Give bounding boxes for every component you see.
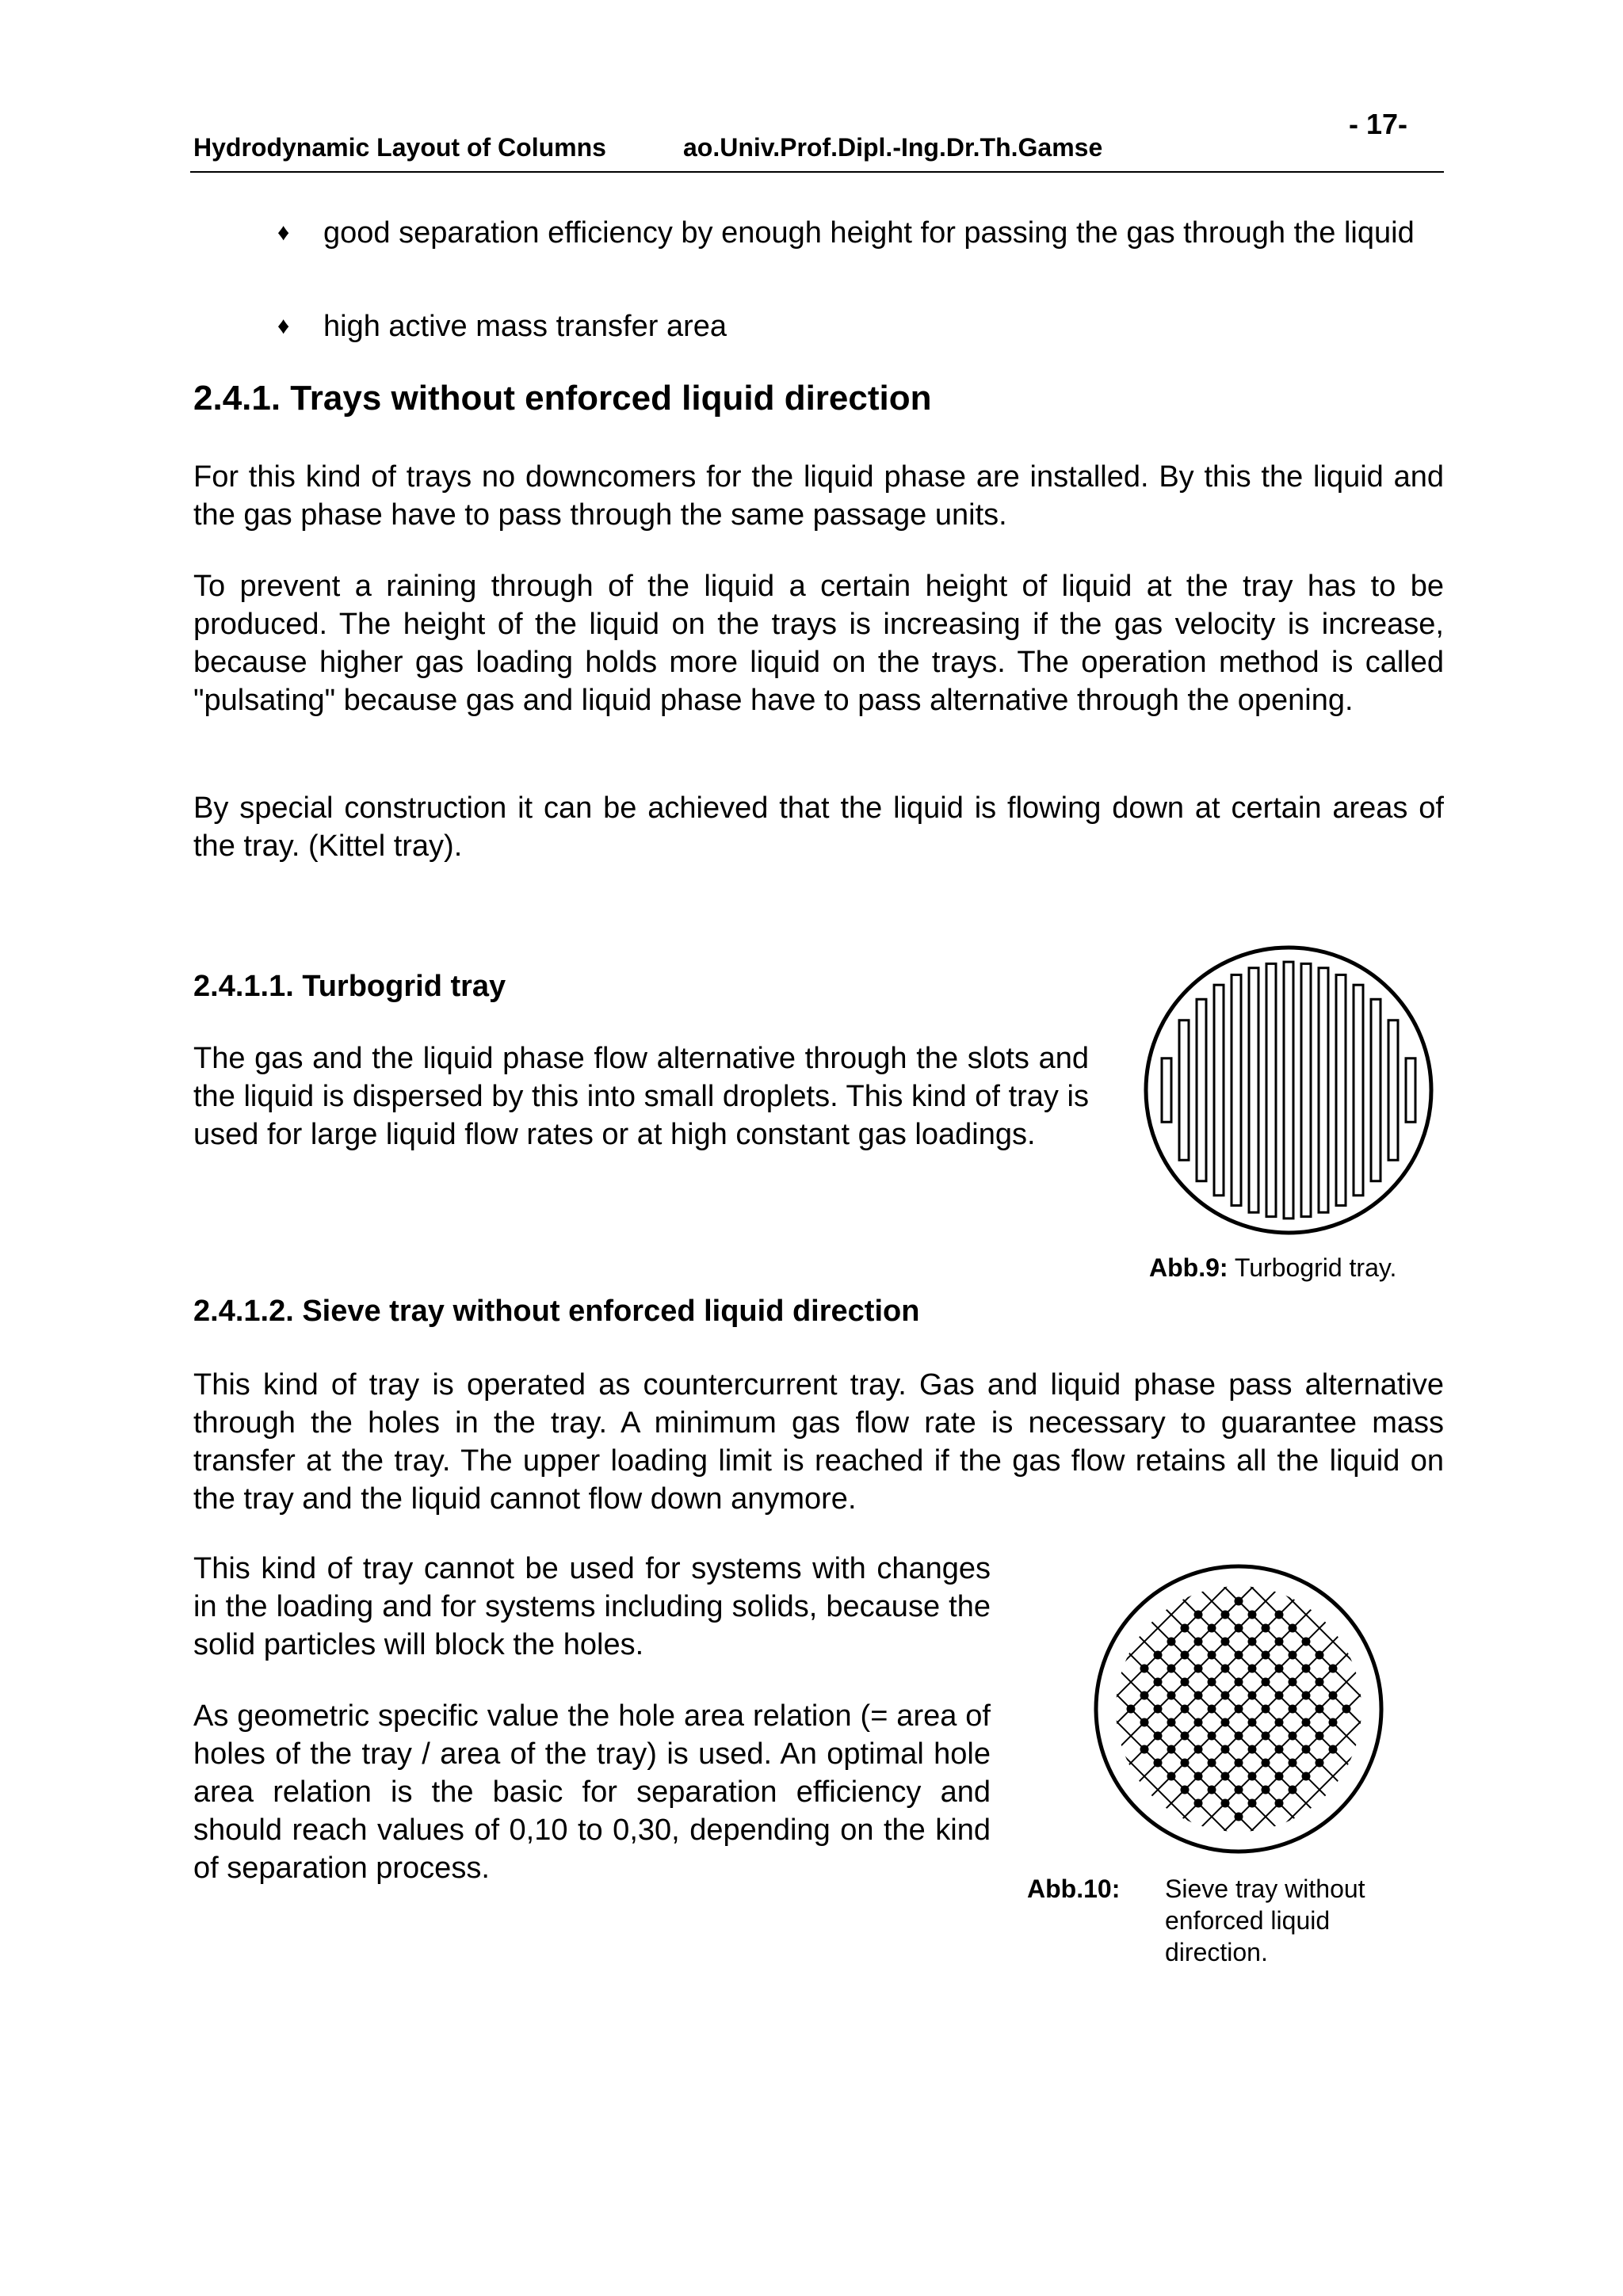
sieve-hole <box>1127 1705 1136 1714</box>
sieve-hole <box>1275 1745 1284 1754</box>
sieve-hole <box>1181 1705 1190 1714</box>
sieve-hole <box>1181 1732 1190 1741</box>
sieve-hole <box>1194 1745 1203 1754</box>
sieve-hole <box>1262 1786 1270 1794</box>
sieve-hole <box>1302 1718 1311 1727</box>
tray-slot <box>1266 963 1276 1216</box>
sieve-hole <box>1167 1665 1176 1673</box>
sieve-hole <box>1208 1651 1216 1660</box>
sieve-hole <box>1167 1772 1176 1781</box>
sieve-hole <box>1248 1665 1257 1673</box>
sieve-hole <box>1262 1624 1270 1633</box>
sieve-hole <box>1275 1772 1284 1781</box>
mesh-line <box>1378 1471 1623 1947</box>
sieve-hole <box>1289 1651 1297 1660</box>
sieve-hole <box>1302 1665 1311 1673</box>
sieve-hole <box>1181 1624 1190 1633</box>
sieve-hole <box>1248 1691 1257 1700</box>
page-number: - 17- <box>1349 108 1408 140</box>
sieve-hole <box>1221 1718 1230 1727</box>
figure-label: Abb.9: <box>1149 1253 1228 1282</box>
subsection-heading-sieve: 2.4.1.2. Sieve tray without enforced liquid direction <box>193 1295 920 1328</box>
tray-slot <box>1406 1058 1415 1122</box>
sieve-hole <box>1262 1678 1270 1687</box>
sieve-hole <box>1154 1759 1163 1768</box>
sieve-hole <box>1262 1759 1270 1768</box>
tray-slot <box>1284 962 1293 1219</box>
sieve-hole <box>1302 1638 1311 1646</box>
sieve-hole <box>1275 1799 1284 1808</box>
header-author: ao.Univ.Prof.Dipl.-Ing.Dr.Th.Gamse <box>683 133 1103 162</box>
tray-slot <box>1319 968 1328 1213</box>
sieve-hole <box>1208 1786 1216 1794</box>
sieve-hole <box>1194 1718 1203 1727</box>
paragraph: This kind of tray is operated as countercurrent tray. Gas and liquid phase pass alternative through the holes in the tray. A minimum gas flow rate is necessary to guarantee mass transfer at the tray. The upper loading limit is reached if the gas flow retains all the liquid on the tray and the liquid cannot flow down anymore. <box>193 1368 1444 1516</box>
sieve-hole <box>1248 1718 1257 1727</box>
sieve-hole <box>1235 1759 1243 1768</box>
sieve-hole <box>1194 1691 1203 1700</box>
sieve-hole <box>1181 1678 1190 1687</box>
bullet-text: high active mass transfer area <box>323 310 727 343</box>
sieve-hole <box>1181 1759 1190 1768</box>
sieve-hole <box>1181 1786 1190 1794</box>
bullet-text: good separation efficiency by enough height for passing the gas through the liquid <box>323 216 1415 250</box>
sieve-hole <box>1275 1638 1284 1646</box>
sieve-hole <box>1248 1638 1257 1646</box>
sieve-hole <box>1329 1745 1338 1754</box>
sieve-hole <box>1316 1705 1324 1714</box>
mesh-line <box>1378 1471 1623 1947</box>
sieve-hole <box>1194 1611 1203 1619</box>
sieve-hole <box>1235 1732 1243 1741</box>
sieve-hole <box>1289 1732 1297 1741</box>
paragraph: This kind of tray cannot be used for systems with changes in the loading and for systems including solids, because the solid particles will block the holes. <box>193 1552 991 1661</box>
sieve-hole <box>1140 1718 1149 1727</box>
sieve-hole <box>1167 1718 1176 1727</box>
tray-slot <box>1162 1058 1171 1122</box>
sieve-hole <box>1302 1772 1311 1781</box>
tray-slot <box>1197 999 1206 1180</box>
sieve-hole <box>1140 1691 1149 1700</box>
tray-slot <box>1232 974 1241 1205</box>
sieve-hole <box>1316 1678 1324 1687</box>
sieve-hole <box>1208 1705 1216 1714</box>
sieve-hole <box>1275 1665 1284 1673</box>
sieve-hole <box>1248 1611 1257 1619</box>
sieve-hole <box>1221 1691 1230 1700</box>
paragraph: To prevent a raining through of the liquid a certain height of liquid at the tray has to be produced. The height of the liquid on the trays is increasing if the gas velocity is increase, because higher gas loading holds more liquid on the trays. The operation method is called "pulsating" because gas and liquid phase have to pass alternative through the opening. <box>193 570 1444 717</box>
sieve-hole <box>1194 1799 1203 1808</box>
sieve-hole <box>1275 1718 1284 1727</box>
sieve-hole <box>1154 1651 1163 1660</box>
sieve-hole <box>1329 1718 1338 1727</box>
sieve-hole <box>1154 1732 1163 1741</box>
header-rule <box>190 171 1444 173</box>
sieve-hole <box>1316 1732 1324 1741</box>
tray-slot <box>1214 985 1224 1196</box>
sieve-hole <box>1289 1705 1297 1714</box>
sieve-hole <box>1316 1759 1324 1768</box>
tray-slot <box>1179 1020 1189 1161</box>
header-course-title: Hydrodynamic Layout of Columns <box>193 133 606 162</box>
tray-slot <box>1336 974 1346 1205</box>
sieve-hole <box>1235 1678 1243 1687</box>
paragraph: The gas and the liquid phase flow alternative through the slots and the liquid is dispersed by this into small droplets. This kind of tray is used for large liquid flow rates or at high constant gas loadings. <box>193 1042 1089 1151</box>
sieve-hole <box>1329 1665 1338 1673</box>
sieve-hole <box>1248 1745 1257 1754</box>
figure-caption-9 <box>1149 1252 1396 1283</box>
sieve-hole <box>1289 1678 1297 1687</box>
sieve-hole <box>1275 1611 1284 1619</box>
sieve-hole <box>1275 1691 1284 1700</box>
diamond-bullet-icon: ♦ <box>277 313 290 339</box>
sieve-hole <box>1289 1786 1297 1794</box>
sieve-hole <box>1221 1638 1230 1646</box>
sieve-hole <box>1289 1759 1297 1768</box>
sieve-hole <box>1235 1705 1243 1714</box>
paragraph: For this kind of trays no downcomers for the liquid phase are installed. By this the liquid and the gas phase have to pass through the same passage units. <box>193 460 1444 532</box>
tray-slot <box>1371 999 1381 1180</box>
figure-caption-text: Sieve tray without enforced liquid direction. <box>1165 1875 1365 1966</box>
paragraph: By special construction it can be achieved that the liquid is flowing down at certain areas of the tray. (Kittel tray). <box>193 791 1444 863</box>
sieve-hole <box>1342 1705 1351 1714</box>
sieve-hole <box>1262 1732 1270 1741</box>
sieve-hole <box>1235 1624 1243 1633</box>
sieve-hole <box>1167 1638 1176 1646</box>
sieve-hole <box>1248 1772 1257 1781</box>
sieve-hole <box>1221 1799 1230 1808</box>
sieve-hole <box>1235 1813 1243 1821</box>
sieve-hole <box>1140 1745 1149 1754</box>
sieve-hole <box>1194 1772 1203 1781</box>
tray-slot <box>1301 963 1311 1216</box>
sieve-hole <box>1235 1597 1243 1606</box>
paragraph: As geometric specific value the hole area relation (= area of holes of the tray / area of the tray) is used. An optimal hole area relation is the basic for separation efficiency and should reach values of 0,10 to 0,30, depending on the kind of separation process. <box>193 1699 991 1885</box>
tray-slot <box>1354 985 1363 1196</box>
figure-label: Abb.10: <box>1027 1875 1121 1903</box>
sieve-hole <box>1221 1772 1230 1781</box>
sieve-hole <box>1248 1799 1257 1808</box>
subsection-heading-turbogrid: 2.4.1.1. Turbogrid tray <box>193 970 506 1003</box>
sieve-hole <box>1235 1651 1243 1660</box>
sieve-hole <box>1194 1638 1203 1646</box>
sieve-hole <box>1194 1665 1203 1673</box>
sieve-hole <box>1221 1665 1230 1673</box>
turbogrid-tray-figure <box>1138 940 1439 1241</box>
sieve-hole <box>1154 1705 1163 1714</box>
sieve-hole <box>1221 1745 1230 1754</box>
sieve-hole <box>1208 1678 1216 1687</box>
sieve-hole <box>1208 1759 1216 1768</box>
sieve-hole <box>1208 1624 1216 1633</box>
sieve-hole <box>1140 1665 1149 1673</box>
sieve-hole <box>1302 1691 1311 1700</box>
sieve-hole <box>1181 1651 1190 1660</box>
tray-slot <box>1249 968 1258 1213</box>
sieve-hole <box>1262 1705 1270 1714</box>
sieve-hole <box>1316 1651 1324 1660</box>
sieve-hole <box>1167 1745 1176 1754</box>
sieve-tray-figure <box>1092 1562 1385 1855</box>
sieve-hole <box>1235 1786 1243 1794</box>
sieve-hole <box>1289 1624 1297 1633</box>
sieve-hole <box>1167 1691 1176 1700</box>
diamond-bullet-icon: ♦ <box>277 219 290 246</box>
section-heading: 2.4.1. Trays without enforced liquid direction <box>193 379 932 418</box>
figure-caption-text: Turbogrid tray. <box>1234 1253 1397 1282</box>
sieve-hole <box>1302 1745 1311 1754</box>
sieve-hole <box>1154 1678 1163 1687</box>
sieve-hole <box>1221 1611 1230 1619</box>
sieve-hole <box>1329 1691 1338 1700</box>
tray-slot <box>1388 1020 1398 1161</box>
sieve-hole <box>1262 1651 1270 1660</box>
sieve-hole <box>1208 1732 1216 1741</box>
